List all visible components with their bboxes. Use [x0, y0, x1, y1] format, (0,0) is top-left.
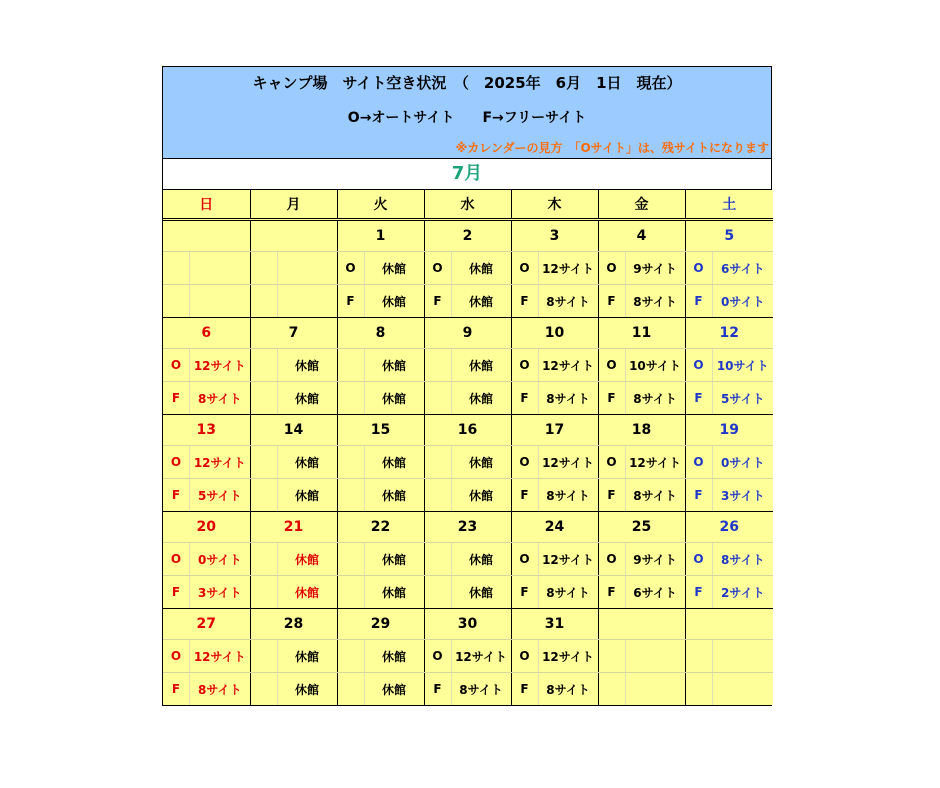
site-cell — [163, 576, 250, 609]
site-type-label: F — [512, 673, 539, 705]
site-cell — [337, 673, 424, 706]
site-type-label: F — [686, 382, 713, 414]
site-type-label — [251, 543, 278, 575]
site-availability: 8サイト — [197, 391, 242, 406]
site-availability: 休館 — [294, 585, 319, 600]
site-type-label: O — [338, 252, 365, 284]
site-cell — [424, 543, 511, 576]
site-availability: 8サイト — [546, 294, 590, 309]
date-cell — [598, 609, 685, 640]
site-availability: 休館 — [468, 455, 493, 470]
site-cell — [337, 382, 424, 415]
site-type-label: O — [512, 446, 539, 478]
site-cell — [163, 382, 250, 415]
site-type-label: F — [425, 285, 452, 317]
free-site-row — [163, 479, 773, 512]
site-type-label: O — [599, 252, 626, 284]
site-cell — [598, 349, 685, 382]
date-cell: 15 — [337, 415, 424, 446]
site-cell — [685, 382, 773, 415]
site-availability: 8サイト — [546, 585, 590, 600]
site-type-label: O — [425, 252, 452, 284]
site-cell — [685, 446, 773, 479]
site-cell — [337, 285, 424, 318]
site-type-label — [163, 285, 190, 317]
site-cell — [598, 446, 685, 479]
site-availability: 2サイト — [720, 585, 765, 600]
date-cell: 16 — [424, 415, 511, 446]
weekday-wednesday: 水 — [424, 190, 511, 220]
site-type-label — [251, 479, 278, 511]
site-availability: 5サイト — [197, 488, 242, 503]
site-cell — [598, 673, 685, 706]
site-type-label — [425, 446, 452, 478]
date-cell: 3 — [511, 220, 598, 252]
weekday-tuesday: 火 — [337, 190, 424, 220]
site-cell — [685, 349, 773, 382]
site-type-label — [425, 479, 452, 511]
site-type-label — [338, 673, 365, 705]
site-type-label: F — [163, 576, 190, 608]
site-cell — [250, 640, 337, 673]
site-type-label — [686, 640, 713, 672]
calendar-note: ※カレンダーの見方 「Oサイト」は、残サイトになります — [455, 141, 769, 155]
site-cell — [163, 349, 250, 382]
site-cell — [424, 382, 511, 415]
site-availability: 3サイト — [197, 585, 242, 600]
site-cell — [685, 640, 773, 673]
site-cell — [337, 446, 424, 479]
date-cell — [685, 609, 773, 640]
site-cell — [685, 543, 773, 576]
site-cell — [250, 285, 337, 318]
site-availability: 休館 — [468, 294, 493, 309]
site-cell — [511, 382, 598, 415]
site-type-label — [251, 349, 278, 381]
site-availability: 休館 — [468, 552, 493, 567]
site-cell — [337, 640, 424, 673]
date-cell: 21 — [250, 512, 337, 543]
site-type-label: F — [163, 382, 190, 414]
site-cell — [250, 479, 337, 512]
date-cell: 30 — [424, 609, 511, 640]
date-cell: 11 — [598, 318, 685, 349]
site-cell — [250, 673, 337, 706]
date-cell: 18 — [598, 415, 685, 446]
site-type-label — [599, 640, 626, 672]
free-site-row — [163, 382, 773, 415]
site-availability: 休館 — [468, 488, 493, 503]
date-cell: 13 — [163, 415, 250, 446]
site-type-label: O — [686, 446, 713, 478]
site-type-label — [251, 446, 278, 478]
site-cell — [337, 576, 424, 609]
site-type-label — [338, 446, 365, 478]
site-availability: 休館 — [294, 649, 319, 664]
calendar-grid — [163, 190, 773, 705]
date-cell: 29 — [337, 609, 424, 640]
date-cell: 19 — [685, 415, 773, 446]
date-cell: 22 — [337, 512, 424, 543]
site-type-label — [599, 673, 626, 705]
site-type-label — [251, 640, 278, 672]
site-cell — [250, 446, 337, 479]
date-cell: 5 — [685, 220, 773, 252]
site-cell — [337, 252, 424, 285]
site-type-label — [251, 576, 278, 608]
weekday-monday: 月 — [250, 190, 337, 220]
site-availability: 休館 — [468, 358, 493, 373]
site-availability: 8サイト — [633, 488, 677, 503]
site-cell — [424, 576, 511, 609]
free-site-row — [163, 673, 773, 706]
site-cell — [598, 479, 685, 512]
site-availability: 休館 — [468, 261, 493, 276]
site-type-label: F — [599, 285, 626, 317]
site-availability: 12サイト — [193, 649, 246, 664]
site-cell — [424, 252, 511, 285]
site-type-label: O — [686, 349, 713, 381]
site-type-label — [338, 349, 365, 381]
auto-site-row — [163, 446, 773, 479]
site-cell — [685, 252, 773, 285]
site-type-label — [338, 576, 365, 608]
site-cell — [250, 382, 337, 415]
site-cell — [598, 576, 685, 609]
date-row — [163, 512, 773, 543]
site-availability: 休館 — [294, 358, 319, 373]
site-availability: 12サイト — [542, 649, 594, 664]
site-type-label — [251, 252, 278, 284]
site-cell — [163, 673, 250, 706]
site-cell — [163, 543, 250, 576]
date-cell: 31 — [511, 609, 598, 640]
weekday-header-row — [163, 190, 773, 220]
site-availability: 休館 — [381, 358, 406, 373]
site-cell — [250, 543, 337, 576]
site-type-label: O — [512, 543, 539, 575]
weekday-friday: 金 — [598, 190, 685, 220]
site-availability: 10サイト — [716, 358, 769, 373]
auto-site-row — [163, 543, 773, 576]
site-cell — [250, 576, 337, 609]
site-type-label — [425, 576, 452, 608]
site-type-label — [251, 382, 278, 414]
site-type-label: F — [686, 285, 713, 317]
site-cell — [598, 640, 685, 673]
site-type-label: O — [512, 640, 539, 672]
site-cell — [250, 349, 337, 382]
site-type-label: F — [512, 285, 539, 317]
site-cell — [511, 640, 598, 673]
site-cell — [163, 252, 250, 285]
site-cell — [598, 252, 685, 285]
date-cell: 2 — [424, 220, 511, 252]
site-cell — [685, 285, 773, 318]
site-type-label: F — [686, 576, 713, 608]
date-cell: 8 — [337, 318, 424, 349]
site-type-label: O — [599, 349, 626, 381]
site-availability: 8サイト — [197, 682, 242, 697]
site-cell — [685, 479, 773, 512]
site-type-label: F — [425, 673, 452, 705]
site-type-label: O — [599, 543, 626, 575]
site-availability: 休館 — [381, 294, 406, 309]
free-site-row — [163, 285, 773, 318]
site-cell — [163, 285, 250, 318]
date-cell: 10 — [511, 318, 598, 349]
site-type-label — [425, 543, 452, 575]
site-type-label: F — [686, 479, 713, 511]
date-cell: 20 — [163, 512, 250, 543]
site-availability: 0サイト — [720, 294, 765, 309]
site-availability: 休館 — [381, 552, 406, 567]
site-availability: 8サイト — [546, 682, 590, 697]
site-availability: 休館 — [381, 391, 406, 406]
site-cell — [163, 446, 250, 479]
site-type-label: F — [163, 673, 190, 705]
site-type-label — [338, 479, 365, 511]
date-cell: 24 — [511, 512, 598, 543]
site-type-label — [163, 252, 190, 284]
site-availability: 8サイト — [459, 682, 503, 697]
date-cell: 12 — [685, 318, 773, 349]
site-cell — [337, 349, 424, 382]
site-type-label: O — [163, 543, 190, 575]
date-cell: 14 — [250, 415, 337, 446]
site-type-label: O — [425, 640, 452, 672]
site-availability: 休館 — [468, 585, 493, 600]
site-cell — [424, 640, 511, 673]
date-row — [163, 609, 773, 640]
site-availability: 休館 — [294, 552, 319, 567]
date-cell: 6 — [163, 318, 250, 349]
site-cell — [598, 382, 685, 415]
auto-site-row — [163, 349, 773, 382]
site-availability: 8サイト — [633, 294, 677, 309]
site-availability: 8サイト — [546, 488, 590, 503]
site-type-label: O — [163, 446, 190, 478]
site-cell — [685, 576, 773, 609]
site-availability: 12サイト — [542, 261, 594, 276]
site-availability: 5サイト — [720, 391, 765, 406]
site-availability: 12サイト — [542, 552, 594, 567]
date-cell: 9 — [424, 318, 511, 349]
site-availability: 12サイト — [542, 358, 594, 373]
free-site-row — [163, 576, 773, 609]
site-cell — [250, 252, 337, 285]
site-availability: 12サイト — [455, 649, 507, 664]
site-cell — [424, 285, 511, 318]
site-type-label: F — [599, 479, 626, 511]
site-type-label: O — [686, 543, 713, 575]
date-cell: 27 — [163, 609, 250, 640]
site-availability: 8サイト — [633, 391, 677, 406]
date-cell: 7 — [250, 318, 337, 349]
site-type-label: F — [512, 479, 539, 511]
site-type-label: F — [512, 382, 539, 414]
date-row — [163, 318, 773, 349]
site-type-label: O — [163, 349, 190, 381]
weekday-thursday: 木 — [511, 190, 598, 220]
site-type-label: O — [686, 252, 713, 284]
site-availability: 休館 — [294, 455, 319, 470]
site-availability: 12サイト — [193, 455, 246, 470]
date-row — [163, 220, 773, 252]
weekday-saturday: 土 — [685, 190, 773, 220]
site-type-label: F — [163, 479, 190, 511]
site-availability: 休館 — [381, 455, 406, 470]
page-title: キャンプ場 サイト空き状況 （ 2025年 6月 1日 現在） — [252, 74, 682, 92]
site-availability: 休館 — [294, 682, 319, 697]
month-label: 7月 — [163, 159, 771, 190]
site-cell — [511, 673, 598, 706]
site-cell — [511, 285, 598, 318]
site-type-label — [425, 349, 452, 381]
site-cell — [163, 479, 250, 512]
site-availability: 休館 — [294, 391, 319, 406]
site-cell — [337, 543, 424, 576]
site-cell — [511, 576, 598, 609]
date-row — [163, 415, 773, 446]
site-availability: 12サイト — [629, 455, 681, 470]
auto-site-row — [163, 252, 773, 285]
site-cell — [163, 640, 250, 673]
site-cell — [511, 479, 598, 512]
site-type-label: F — [599, 382, 626, 414]
site-availability: 0サイト — [197, 552, 242, 567]
date-cell: 26 — [685, 512, 773, 543]
date-cell: 28 — [250, 609, 337, 640]
date-cell: 4 — [598, 220, 685, 252]
site-type-label — [251, 285, 278, 317]
site-type-label: O — [512, 349, 539, 381]
site-availability: 9サイト — [633, 261, 677, 276]
site-availability: 3サイト — [720, 488, 765, 503]
date-cell — [163, 220, 250, 252]
site-cell — [424, 349, 511, 382]
site-availability: 6サイト — [720, 261, 765, 276]
site-availability: 休館 — [381, 488, 406, 503]
site-type-label: F — [338, 285, 365, 317]
site-cell — [598, 543, 685, 576]
header-panel — [163, 67, 771, 159]
site-availability: 休館 — [294, 488, 319, 503]
site-cell — [511, 446, 598, 479]
site-availability: 6サイト — [633, 585, 677, 600]
site-availability: 休館 — [381, 261, 406, 276]
auto-site-row — [163, 640, 773, 673]
site-cell — [598, 285, 685, 318]
site-availability: 12サイト — [542, 455, 594, 470]
weekday-sunday: 日 — [163, 190, 250, 220]
site-type-label: O — [163, 640, 190, 672]
site-type-label — [338, 543, 365, 575]
availability-sheet — [162, 66, 772, 706]
site-availability: 10サイト — [629, 358, 681, 373]
site-cell — [424, 446, 511, 479]
site-type-label: F — [599, 576, 626, 608]
site-cell — [511, 349, 598, 382]
site-availability: 休館 — [381, 649, 406, 664]
site-type-label: O — [599, 446, 626, 478]
date-cell: 1 — [337, 220, 424, 252]
date-cell: 23 — [424, 512, 511, 543]
site-availability: 8サイト — [720, 552, 765, 567]
date-cell: 25 — [598, 512, 685, 543]
site-availability: 0サイト — [720, 455, 765, 470]
site-type-label: F — [512, 576, 539, 608]
site-availability: 休館 — [381, 585, 406, 600]
site-cell — [424, 479, 511, 512]
site-availability: 9サイト — [633, 552, 677, 567]
site-type-label — [686, 673, 713, 705]
date-cell: 17 — [511, 415, 598, 446]
site-availability: 休館 — [381, 682, 406, 697]
site-availability: 12サイト — [193, 358, 246, 373]
site-cell — [685, 673, 773, 706]
site-cell — [511, 543, 598, 576]
site-availability: 8サイト — [546, 391, 590, 406]
site-cell — [511, 252, 598, 285]
site-cell — [337, 479, 424, 512]
site-type-label — [338, 382, 365, 414]
site-type-label — [251, 673, 278, 705]
site-type-label: O — [512, 252, 539, 284]
site-cell — [424, 673, 511, 706]
site-type-label — [338, 640, 365, 672]
site-type-label — [425, 382, 452, 414]
date-cell — [250, 220, 337, 252]
site-availability: 休館 — [468, 391, 493, 406]
site-legend: O→オートサイト F→フリーサイト — [347, 110, 587, 126]
